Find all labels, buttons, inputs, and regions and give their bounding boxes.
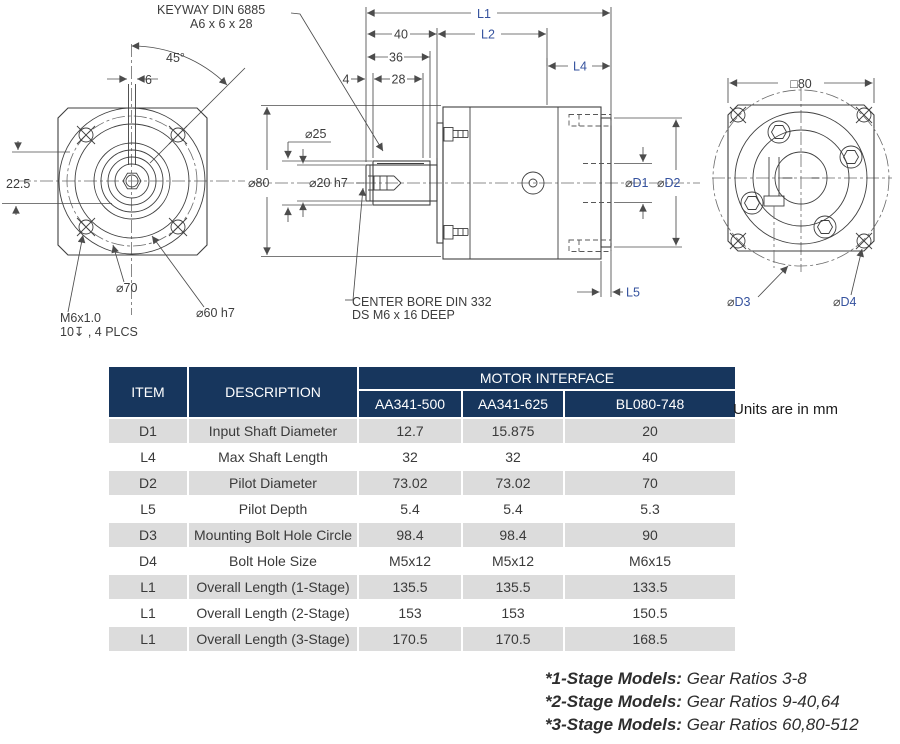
dim-label-4: 4 (342, 72, 350, 87)
cell-value: 135.5 (359, 575, 461, 599)
dim-label-pilot: ⌀60 h7 (196, 306, 235, 320)
motor-interface-table (107, 365, 737, 653)
table-row (109, 601, 735, 625)
table-row (109, 419, 735, 443)
cell-item: D2 (109, 471, 187, 495)
col-header-model-1: AA341-625 (463, 391, 563, 417)
cell-item: L1 (109, 601, 187, 625)
key-section (764, 196, 784, 206)
cell-value: 5.4 (359, 497, 461, 521)
cell-item: D4 (109, 549, 187, 573)
hidden-stud (569, 115, 611, 127)
cell-value: 170.5 (359, 627, 461, 651)
footnote-label: *2-Stage Models: (545, 692, 682, 711)
leader-line (851, 249, 862, 295)
cell-description: Overall Length (1-Stage) (189, 575, 357, 599)
hidden-stud (569, 240, 611, 252)
cell-value: 15.875 (463, 419, 563, 443)
dim-label-d4: ⌀D4 (833, 295, 857, 309)
socket-head-bolts (741, 121, 862, 238)
cell-description: Overall Length (2-Stage) (189, 601, 357, 625)
cell-value: 98.4 (359, 523, 461, 547)
cell-item: L5 (109, 497, 187, 521)
cell-item: D3 (109, 523, 187, 547)
dim-label-d1: ⌀D1 (625, 176, 649, 190)
footnote-text: Gear Ratios 3-8 (681, 669, 807, 688)
cell-value: 153 (463, 601, 563, 625)
dim-label-l4: L4 (573, 59, 587, 74)
thread-note-line2: 10↧ , 4 PLCS (60, 325, 138, 339)
cell-item: L1 (109, 627, 187, 651)
cell-value: 153 (359, 601, 461, 625)
table-row (109, 471, 735, 495)
table-row (109, 575, 735, 599)
thread-note-line1: M6x1.0 (60, 311, 101, 325)
cell-value: 73.02 (463, 471, 563, 495)
cell-description: Mounting Bolt Hole Circle (189, 523, 357, 547)
table-row (109, 497, 735, 521)
dim-label-28: 28 (391, 72, 406, 87)
cell-value: 12.7 (359, 419, 461, 443)
flange-bolt (444, 226, 468, 240)
col-header-model-2: BL080-748 (565, 391, 735, 417)
leader-line (113, 245, 124, 282)
cell-value: 40 (565, 445, 735, 469)
cell-value: 150.5 (565, 601, 735, 625)
cell-value: 32 (359, 445, 461, 469)
cell-value: 133.5 (565, 575, 735, 599)
front-view (2, 3, 383, 339)
leader-line (758, 266, 788, 297)
dim-label-l5: L5 (626, 285, 640, 300)
leader-line (68, 235, 83, 312)
cell-value: 98.4 (463, 523, 563, 547)
dim-label-square80: □80 (790, 77, 812, 91)
dim-label-l2: L2 (481, 27, 495, 42)
cell-value: 73.02 (359, 471, 461, 495)
dim-label-d3: ⌀D3 (727, 295, 751, 309)
footnotes (545, 667, 859, 736)
cell-description: Bolt Hole Size (189, 549, 357, 573)
dim-label-keyway-width: 6 (145, 73, 152, 87)
cell-item: L4 (109, 445, 187, 469)
footnote-1-stage (545, 667, 859, 690)
dim-label-40: 40 (394, 27, 408, 42)
col-header-item: ITEM (109, 367, 187, 417)
dim-label-dia25: ⌀25 (305, 127, 327, 141)
col-header-description: DESCRIPTION (189, 367, 357, 417)
cell-item: D1 (109, 419, 187, 443)
footnote-label: *3-Stage Models: (545, 715, 682, 734)
cell-item: L1 (109, 575, 187, 599)
cell-description: Pilot Depth (189, 497, 357, 521)
cell-value: 32 (463, 445, 563, 469)
cell-value: 70 (565, 471, 735, 495)
diameter-symbol: ⌀ (657, 176, 665, 190)
technical-drawing (0, 0, 900, 360)
leader-line (152, 236, 204, 307)
keyway-note-line1: KEYWAY DIN 6885 (157, 3, 266, 17)
cell-description: Max Shaft Length (189, 445, 357, 469)
table-row (109, 549, 735, 573)
center-bore-note-line1: CENTER BORE DIN 332 (352, 295, 492, 309)
diameter-symbol: ⌀ (727, 295, 735, 309)
table-row (109, 445, 735, 469)
footnote-text: Gear Ratios 60,80-512 (681, 715, 859, 734)
dim-label-45deg: 45° (166, 51, 185, 65)
cell-value: 5.3 (565, 497, 735, 521)
cell-description: Input Shaft Diameter (189, 419, 357, 443)
cell-value: M5x12 (463, 549, 563, 573)
cell-value: 20 (565, 419, 735, 443)
cell-value: M6x15 (565, 549, 735, 573)
diameter-symbol: ⌀ (625, 176, 633, 190)
col-header-group: MOTOR INTERFACE (359, 367, 735, 389)
col-header-model-0: AA341-500 (359, 391, 461, 417)
center-bore-note-line2: DS M6 x 16 DEEP (352, 308, 455, 322)
side-view (248, 7, 700, 322)
cell-value: 5.4 (463, 497, 563, 521)
cell-value: 168.5 (565, 627, 735, 651)
table-row (109, 627, 735, 651)
flange-bolt (444, 128, 468, 142)
diameter-symbol: ⌀ (833, 295, 841, 309)
cell-value: M5x12 (359, 549, 461, 573)
footnote-3-stage (545, 713, 859, 736)
table-row (109, 523, 735, 547)
keyway-note-line2: A6 x 6 x 28 (190, 17, 253, 31)
units-note: Units are in mm (733, 401, 839, 418)
footnote-2-stage (545, 690, 859, 713)
footnote-text: Gear Ratios 9-40,64 (681, 692, 840, 711)
footnote-label: *1-Stage Models: (545, 669, 682, 688)
dim-label-dia20: ⌀20 h7 (309, 176, 348, 190)
dim-label-bolt-circle: ⌀70 (116, 281, 138, 295)
dim-label-l1: L1 (477, 7, 491, 21)
dim-label-dia80: ⌀80 (248, 176, 270, 190)
rear-view (712, 77, 892, 309)
dim-label-offset: 22.5 (6, 177, 31, 191)
dim-label-d2: ⌀D2 (657, 176, 681, 190)
cell-description: Pilot Diameter (189, 471, 357, 495)
cell-value: 90 (565, 523, 735, 547)
dim-label-36: 36 (389, 50, 403, 65)
cell-value: 135.5 (463, 575, 563, 599)
cell-description: Overall Length (3-Stage) (189, 627, 357, 651)
cell-value: 170.5 (463, 627, 563, 651)
motor-pilot (601, 118, 611, 247)
